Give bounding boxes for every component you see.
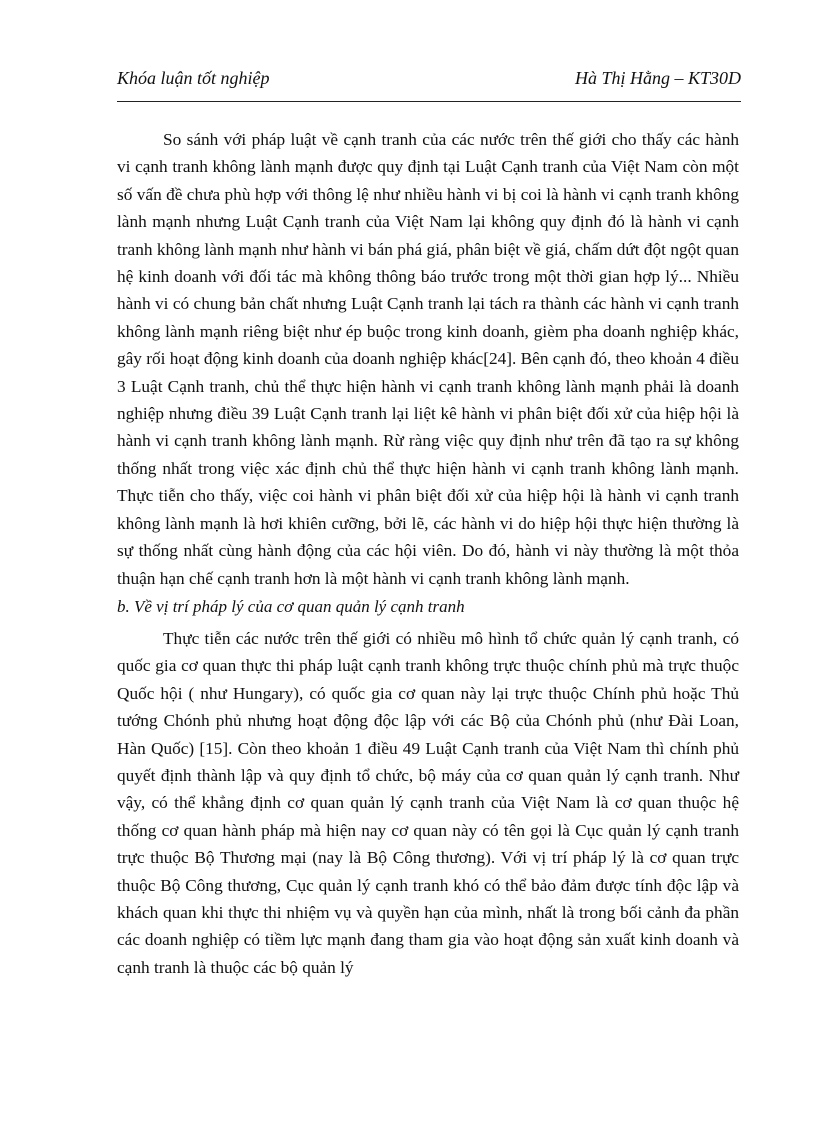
- section-heading: b. Về vị trí pháp lý của cơ quan quản lý cạnh tranh: [117, 596, 465, 616]
- header-divider: [117, 101, 741, 102]
- header-thesis-title: Khóa luận tốt nghiệp: [117, 68, 270, 88]
- body-paragraph: So sánh với pháp luật về cạnh tranh của các nước trên thế giới cho thấy các hành vi cạnh tranh không lành mạnh được quy định tại Luật Cạnh tranh của Việt Nam còn một số vấn đề chưa phù hợp với thông lệ như nhiều hành vi bị coi là hành vi cạnh tranh không lành mạnh nhưng Luật Cạnh tranh của Việt Nam lại không quy định đó là hành vi cạnh tranh không lành mạnh như hành vi bán phá giá, phân biệt về giá, chấm dứt đột ngột quan hệ kinh doanh với đối tác mà không thông báo trước trong một thời gian hợp lý... Nhiều hành vi có chung bản chất nhưng Luật Cạnh tranh lại tách ra thành các hành vi cạnh tranh không lành mạnh riêng biệt như ép buộc trong kinh doanh, gièm pha doanh nghiệp khác, gây rối hoạt động kinh doanh của doanh nghiệp khác[24]. Bên cạnh đó, theo khoản 4 điều 3 Luật Cạnh tranh, chủ thể thực hiện hành vi cạnh tranh không lành mạnh phải là doanh nghiệp nhưng điều 39 Luật Cạnh tranh lại liệt kê hành vi phân biệt đối xử của hiệp hội là hành vi cạnh tranh không lành mạnh. Rừ ràng việc quy định như trên đã tạo ra sự không thống nhất trong việc xác định chủ thể thực hiện hành vi cạnh tranh không lành mạnh. Thực tiễn cho thấy, việc coi hành vi phân biệt đối xử của hiệp hội là hành vi cạnh tranh không lành mạnh là hơi khiên cưỡng, bởi lẽ, các hành vi do hiệp hội thực hiện thường là sự thống nhất cùng hành động của các hội viên. Do đó, hành vi này thường là một thỏa thuận hạn chế cạnh tranh hơn là một hành vi cạnh tranh không lành mạnh.: [117, 130, 739, 588]
- page-body: [117, 126, 739, 981]
- page-header: [117, 66, 741, 90]
- header-author: Hà Thị Hằng – KT30D: [574, 68, 741, 88]
- body-paragraph: Thực tiễn các nước trên thế giới có nhiều mô hình tổ chức quản lý cạnh tranh, có quốc gia cơ quan thực thi pháp luật cạnh tranh không trực thuộc chính phủ mà trực thuộc Quốc hội ( như Hungary), có quốc gia cơ quan này lại trực thuộc Chính phủ hoặc Thủ tướng Chónh phủ nhưng hoạt động độc lập với các Bộ của Chónh phủ (như Đài Loan, Hàn Quốc) [15]. Còn theo khoản 1 điều 49 Luật Cạnh tranh của Việt Nam thì chính phủ quyết định thành lập và quy định tổ chức, bộ máy của cơ quan quản lý cạnh tranh. Như vậy, có thể khẳng định cơ quan quản lý cạnh tranh của Việt Nam là cơ quan thuộc hệ thống cơ quan hành pháp mà hiện nay cơ quan này có tên gọi là Cục quản lý cạnh tranh trực thuộc Bộ Thương mại (nay là Bộ Công thương). Với vị trí pháp lý là cơ quan trực thuộc Bộ Công thương, Cục quản lý cạnh tranh khó có thể bảo đảm được tính độc lập và khách quan khi thực thi nhiệm vụ và quyền hạn của mình, nhất là trong bối cảnh đa phần các doanh nghiệp có tiềm lực mạnh đang tham gia vào hoạt động sản xuất kinh doanh và cạnh tranh là thuộc các bộ quản lý: [117, 628, 739, 977]
